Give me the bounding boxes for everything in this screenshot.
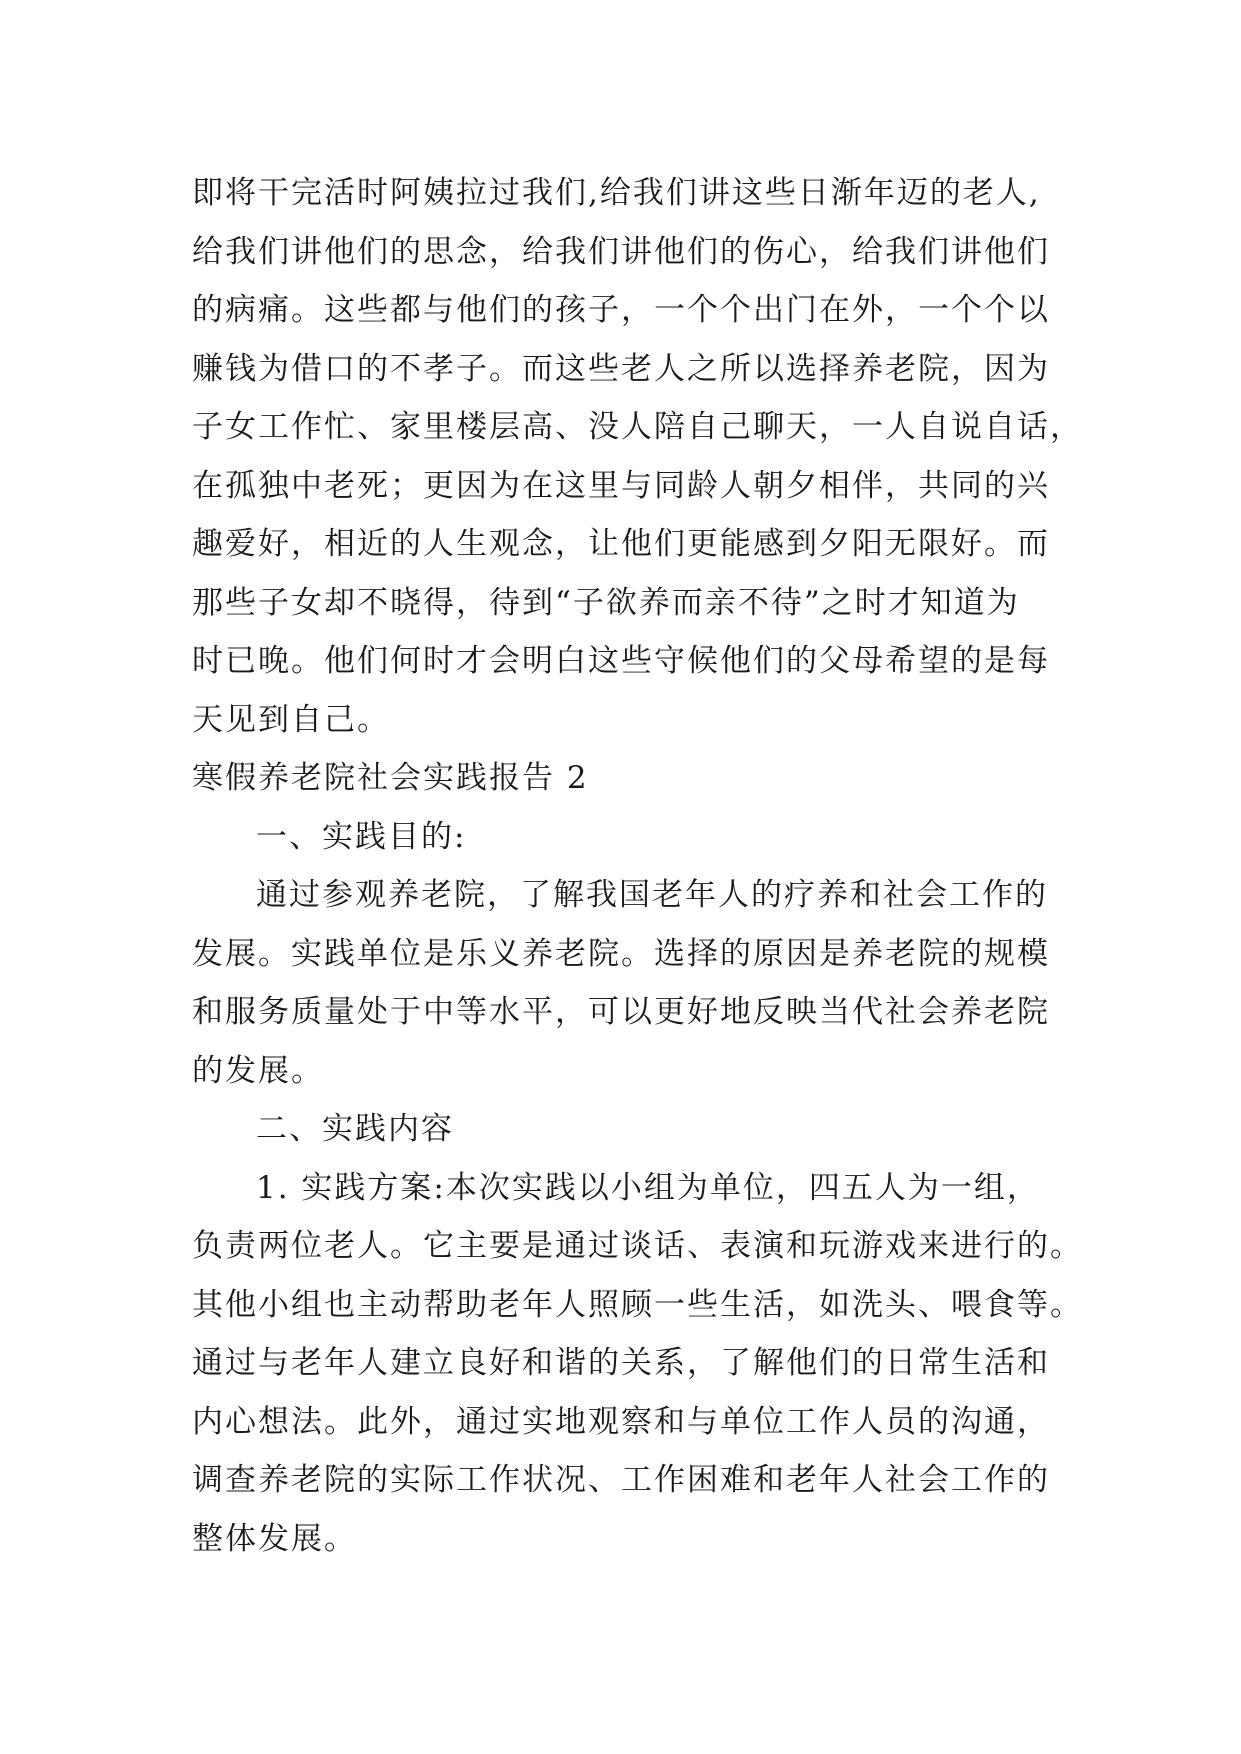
text-line: 给我们讲他们的思念，给我们讲他们的伤心，给我们讲他们 [192,233,1050,270]
text-line: 其他小组也主动帮助老年人照顾一些生活，如洗头、喂食等。 [192,1286,1083,1323]
text-line: 的发展。 [192,1052,324,1089]
text-line: 通过参观养老院，了解我国老年人的疗养和社会工作的 [256,877,1048,913]
heading-content: 二、实践内容 [256,1111,454,1147]
text-line: 趣爱好，相近的人生观念，让他们更能感到夕阳无限好。而 [192,526,1050,562]
text-line: 天见到自己。 [192,701,390,738]
text-line: 的病痛。这些都与他们的孩子，一个个出门在外，一个个以 [192,292,1050,328]
text-line: 调查养老院的实际工作状况、工作困难和老年人社会工作的 [192,1462,1050,1498]
heading-purpose: 一、实践目的: [256,818,467,855]
text-line: 发展。实践单位是乐义养老院。选择的原因是养老院的规模 [192,935,1050,972]
text-line: 整体发展。 [192,1520,357,1557]
section-title: 寒假养老院社会实践报告 2 [192,760,589,796]
document-body [192,164,1092,1568]
text-line: 那些子女却不晓得，待到“子欲养而亲不待”之时才知道为 [192,584,1020,621]
text-line: 1. 实践方案:本次实践以小组为单位，四五人为一组， [256,1169,1040,1206]
text-line: 即将干完活时阿姨拉过我们,给我们讲这些日渐年迈的老人, [192,175,1041,211]
text-line: 在孤独中老死；更因为在这里与同龄人朝夕相伴，共同的兴 [192,467,1050,504]
text-line: 赚钱为借口的不孝子。而这些老人之所以选择养老院，因为 [192,350,1050,387]
text-line: 时已晚。他们何时才会明白这些守候他们的父母希望的是每 [192,643,1050,679]
text-line: 负责两位老人。它主要是通过谈话、表演和玩游戏来进行的。 [192,1228,1083,1264]
text-line: 通过与老年人建立良好和谐的关系，了解他们的日常生活和 [192,1345,1050,1381]
text-line: 和服务质量处于中等水平，可以更好地反映当代社会养老院 [192,994,1050,1030]
text-line: 内心想法。此外，通过实地观察和与单位工作人员的沟通， [192,1403,1050,1440]
text-line: 子女工作忙、家里楼层高、没人陪自己聊天，一人自说自话， [192,409,1083,445]
